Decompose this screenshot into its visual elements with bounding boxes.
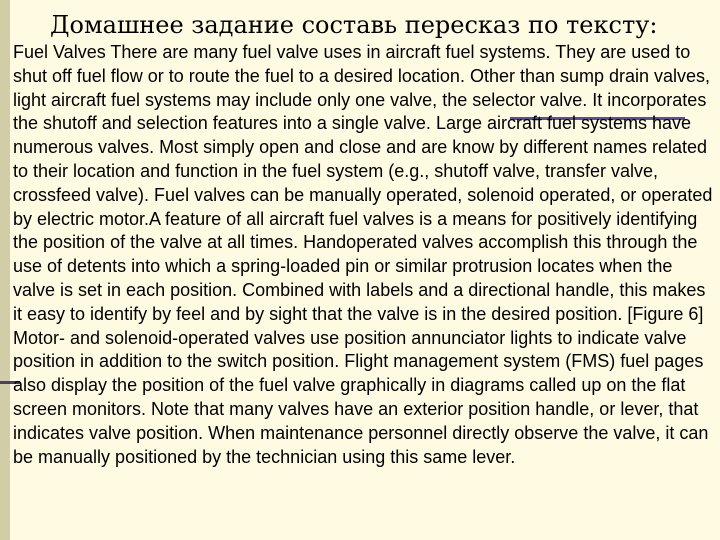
slide-title: Домашнее задание составь пересказ по тексту: — [50, 11, 658, 39]
left-decorative-band — [0, 0, 10, 540]
slide-body-text: Fuel Valves There are many fuel valve uses in aircraft fuel systems. They are used to shut off fuel flow or to route the fuel to a desired location. Other than sump drain valves, light aircraft fuel systems may include only one valve, the selector valve. It incorporates the shutoff and selection features into a single valve. Large aircraft fuel systems have numerous valves. Most simply open and close and are know by different names related to their location and function in the fuel system (e.g., shutoff valve, transfer valve, crossfeed valve). Fuel valves can be manually operated, solenoid operated, or operated by electric motor.A feature of all aircraft fuel valves is a means for positively identifying the position of the valve at all times. Handoperated valves accomplish this through the use of detents into which a spring-loaded pin or similar protrusion locates when the valve is set in each position. Combined with labels and a directional handle, this makes it easy to identify by feel and by sight that the valve is in the desired position. [Figure 6] Motor- and solenoid-operated valves use position annunciator lights to indicate valve position in addition to the switch position. Flight management system (FMS) fuel pages also display the position of the fuel valve graphically in diagrams called up on the flat screen monitors. Note that many valves have an exterior position handle, or lever, that indicates valve position. When maintenance personnel directly observe the valve, it can be manually positioned by the technician using this same lever. — [13, 42, 717, 467]
